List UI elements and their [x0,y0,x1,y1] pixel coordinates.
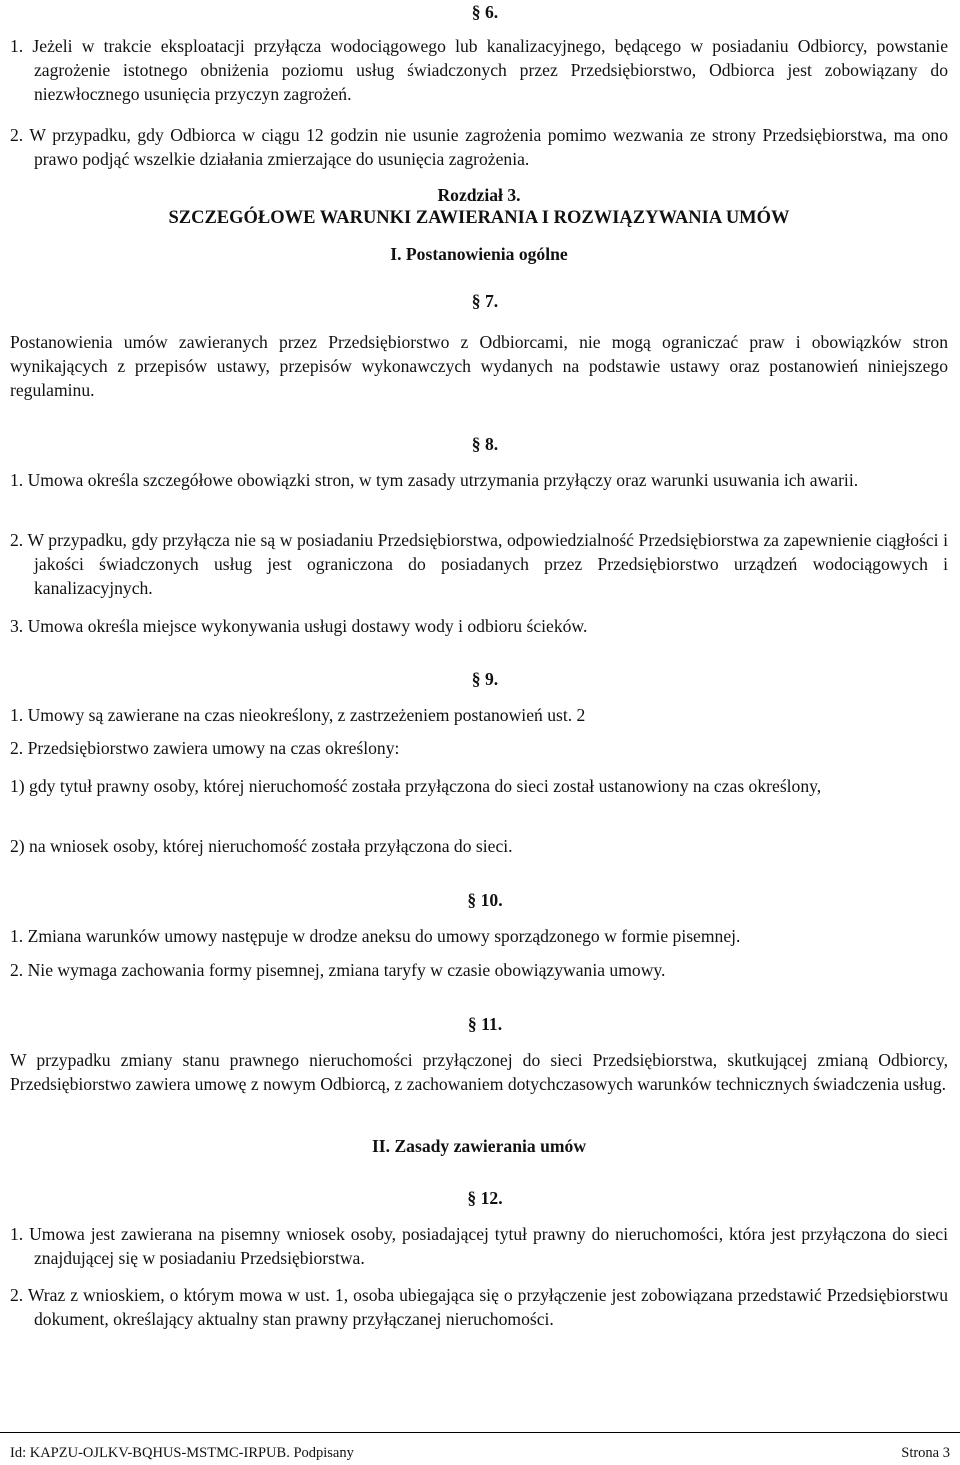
section-8-paragraph-2: 2. W przypadku, gdy przyłącza nie są w posiadaniu Przedsiębiorstwa, odpowiedzialność Przedsiębiorstwa za zapewnienie ciągłości i jakości świadczonych usług jest ograniczona do posiadanych przez Przedsiębiorstwo urządzeń wodociągowych i kanalizacyjnych. [10,530,948,598]
section-6-paragraph-1: 1. Jeżeli w trakcie eksploatacji przyłącza wodociągowego lub kanalizacyjnego, będącego w posiadaniu Odbiorcy, powstanie zagrożenie istotnego obniżenia poziomu usług świadczonych przez Przedsiębiorstwo, Odbiorca jest zobowiązany do niezwłocznego usunięcia przyczyn zagrożeń. [10,36,948,104]
section-12-paragraph-2: 2. Wraz z wnioskiem, o którym mowa w ust. 1, osoba ubiegająca się o przyłączenie jest zobowiązana przedstawić Przedsiębiorstwu dokument, określający aktualny stan prawny przyłączanej nieruchomości. [10,1285,948,1329]
section-6-paragraph-2: 2. W przypadku, gdy Odbiorca w ciągu 12 godzin nie usunie zagrożenia pomimo wezwania ze strony Przedsiębiorstwa, ma ono prawo podjąć wszelkie działania zmierzające do usunięcia zagrożenia. [10,125,948,169]
section-11-heading: § 11. [467,1014,503,1034]
section-9-item-2: 2) na wniosek osoby, której nieruchomość została przyłączona do sieci. [10,836,513,856]
chapter-title: SZCZEGÓŁOWE WARUNKI ZAWIERANIA I ROZWIĄZYWANIA UMÓW [168,208,790,228]
chapter-label: Rozdział 3. [437,185,521,205]
subsection-heading-general: I. Postanowienia ogólne [390,244,568,264]
section-9-heading: § 9. [471,669,499,689]
section-7-heading: § 7. [471,291,499,311]
page-footer [0,1432,960,1461]
section-10-paragraph-2: 2. Nie wymaga zachowania formy pisemnej, zmiana taryfy w czasie obowiązywania umowy. [10,960,666,980]
subsection-heading-conclusion: II. Zasady zawierania umów [371,1136,587,1156]
section-9-paragraph-2: 2. Przedsiębiorstwo zawiera umowy na czas określony: [10,738,400,758]
section-8-paragraph-1: 1. Umowa określa szczegółowe obowiązki stron, w tym zasady utrzymania przyłączy oraz warunki usuwania ich awarii. [10,470,859,490]
section-12-paragraph-1: 1. Umowa jest zawierana na pisemny wniosek osoby, posiadającej tytuł prawny do nieruchomości, która jest przyłączona do sieci znajdującej się w posiadaniu Przedsiębiorstwa. [10,1224,948,1268]
section-9-item-1: 1) gdy tytuł prawny osoby, której nieruchomość została przyłączona do sieci został ustanowiony na czas określony, [10,776,822,796]
section-6-heading: § 6. [471,2,499,22]
section-12-heading: § 12. [467,1188,503,1208]
section-8-heading: § 8. [471,434,499,454]
section-7-paragraph: Postanowienia umów zawieranych przez Przedsiębiorstwo z Odbiorcami, nie mogą ograniczać praw i obowiązków stron wynikających z przepisów ustawy, przepisów wykonawczych wydanych na podstawie ustawy oraz postanowień niniejszego regulaminu. [10,332,948,400]
section-8-paragraph-3: 3. Umowa określa miejsce wykonywania usługi dostawy wody i odbioru ścieków. [10,616,588,636]
page-number: Strona 3 [901,1445,950,1461]
section-10-paragraph-1: 1. Zmiana warunków umowy następuje w drodze aneksu do umowy sporządzonego w formie pisemnej. [10,926,741,946]
section-11-paragraph: W przypadku zmiany stanu prawnego nieruchomości przyłączonej do sieci Przedsiębiorstwa, skutkującej zmianą Odbiorcy, Przedsiębiorstwo zawiera umowę z nowym Odbiorcą, z zachowaniem dotychczasowych warunków technicznych świadczenia usług. [10,1050,948,1094]
section-9-paragraph-1: 1. Umowy są zawierane na czas nieokreślony, z zastrzeżeniem postanowień ust. 2 [10,705,586,725]
document-id: Id: KAPZU-OJLKV-BQHUS-MSTMC-IRPUB. Podpisany [10,1445,354,1461]
section-10-heading: § 10. [467,890,503,910]
